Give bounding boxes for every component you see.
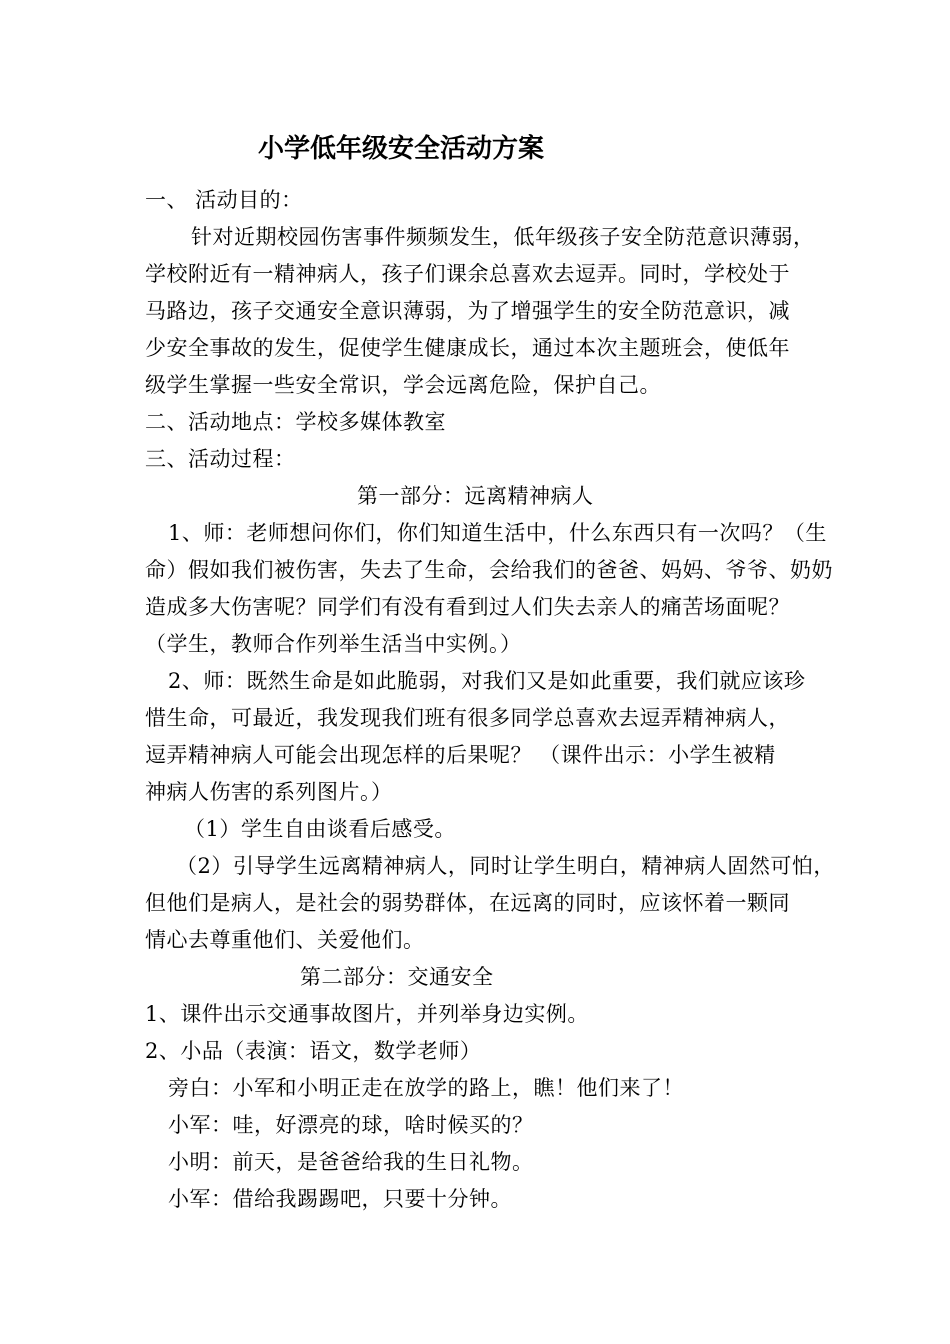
- paragraph-line: 逗弄精神病人可能会出现怎样的后果呢？ （课件出示：小学生被精: [145, 743, 776, 767]
- paragraph-line: 惜生命，可最近，我发现我们班有很多同学总喜欢去逗弄精神病人，: [145, 706, 790, 730]
- paragraph-line: 级学生掌握一些安全常识，学会远离危险，保护自己。: [145, 373, 661, 397]
- dialogue-line: 小军：借给我踢踢吧，只要十分钟。: [168, 1187, 512, 1211]
- part-heading-1: 第一部分：远离精神病人: [357, 484, 594, 508]
- part-heading-2: 第二部分：交通安全: [300, 965, 494, 989]
- list-item: 2、小品（表演：语文，数学老师）: [145, 1039, 482, 1063]
- list-item: 1、课件出示交通事故图片，并列举身边实例。: [145, 1002, 589, 1026]
- paragraph-line: （学生，教师合作列举生活当中实例。）: [145, 632, 522, 656]
- dialogue-line: 小军：哇，好漂亮的球，啥时候买的？: [168, 1113, 534, 1137]
- list-item: （1）学生自由谈看后感受。: [184, 817, 456, 841]
- section-heading-location: 二、活动地点：学校多媒体教室: [145, 410, 446, 434]
- paragraph-line: 情心去尊重他们、关爱他们。: [145, 928, 425, 952]
- paragraph-line: 1、师：老师想问你们，你们知道生活中，什么东西只有一次吗？（生: [168, 521, 827, 545]
- dialogue-line: 旁白：小军和小明正走在放学的路上，瞧！他们来了！: [168, 1076, 684, 1100]
- paragraph-line: 学校附近有一精神病人，孩子们课余总喜欢去逗弄。同时，学校处于: [145, 262, 790, 286]
- paragraph-line: 神病人伤害的系列图片。）: [145, 780, 393, 804]
- document-title: 小学低年级安全活动方案: [258, 134, 545, 164]
- paragraph-line: 但他们是病人，是社会的弱势群体，在远离的同时，应该怀着一颗同: [145, 891, 790, 915]
- section-heading-process: 三、活动过程：: [145, 447, 296, 471]
- paragraph-line: 针对近期校园伤害事件频频发生，低年级孩子安全防范意识薄弱，: [191, 225, 815, 249]
- section-heading-purpose: 一、 活动目的：: [145, 188, 303, 212]
- paragraph-line: 命）假如我们被伤害，失去了生命，会给我们的爸爸、妈妈、爷爷、奶奶: [145, 558, 833, 582]
- paragraph-line: 少安全事故的发生，促使学生健康成长，通过本次主题班会，使低年: [145, 336, 790, 360]
- paragraph-line: 造成多大伤害呢？同学们有没有看到过人们失去亲人的痛苦场面呢？: [145, 595, 790, 619]
- paragraph-line: 马路边，孩子交通安全意识薄弱，为了增强学生的安全防范意识，减: [145, 299, 790, 323]
- paragraph-line: 2、师：既然生命是如此脆弱，对我们又是如此重要，我们就应该珍: [168, 669, 806, 693]
- list-item: （2）引导学生远离精神病人，同时让学生明白，精神病人固然可怕，: [176, 854, 835, 878]
- dialogue-line: 小明：前天，是爸爸给我的生日礼物。: [168, 1150, 534, 1174]
